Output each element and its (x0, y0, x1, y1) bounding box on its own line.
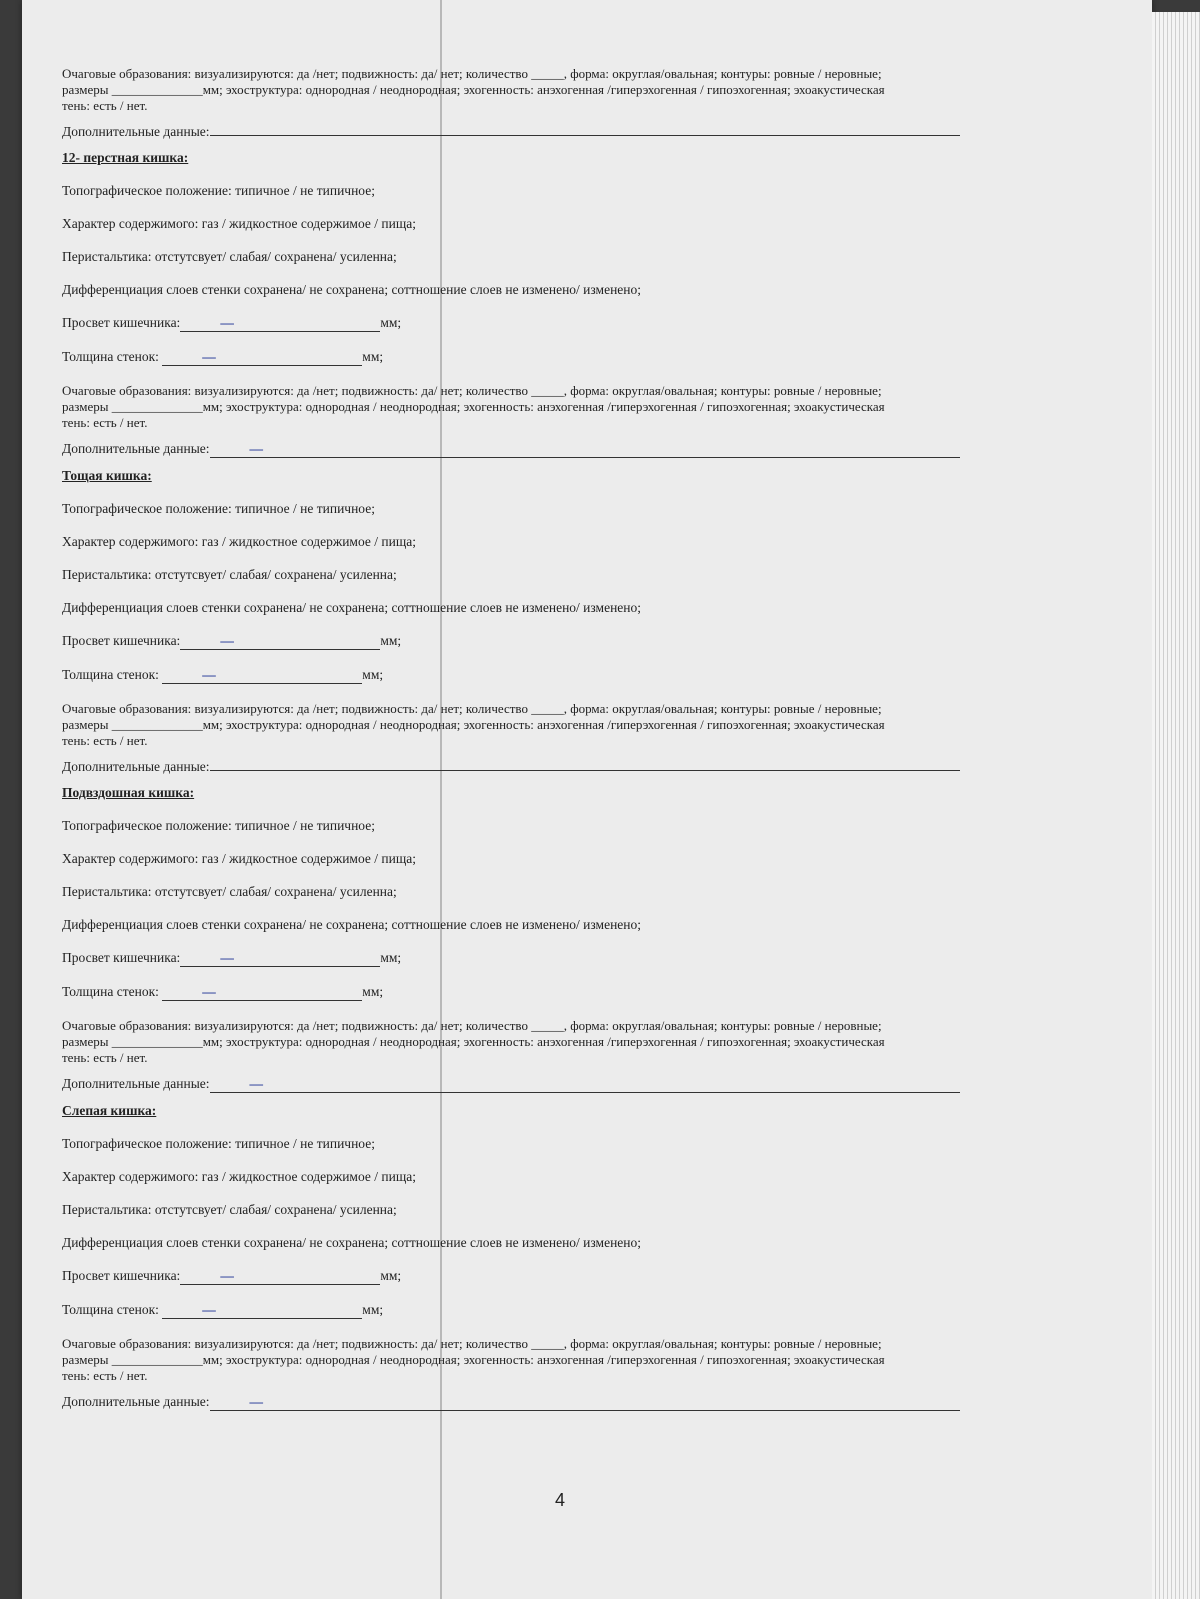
wall-thickness-field[interactable] (162, 349, 362, 366)
contents-row: Характер содержимого: газ / жидкостное содержимое / пища; (62, 1169, 416, 1184)
section-cecum (62, 1093, 1102, 1411)
ocag-line: размеры ______________мм; эхоструктура: однородная / неоднородная; эхогенность: анэхогенная /гиперэхогенная / гипоэхогенная; эхоакустическая (62, 399, 885, 414)
handwritten-dash: — (202, 349, 216, 364)
handwritten-dash: — (249, 1394, 264, 1409)
differentiation-row: Дифференциация слоев стенки сохранена/ не сохранена; соттношение слоев не изменено/ изменено; (62, 1235, 642, 1250)
wall-thickness-field[interactable] (162, 1302, 362, 1319)
lumen-label: Просвет кишечника: (62, 315, 181, 330)
ocag-line: Очаговые образования: визуализируются: да /нет; подвижность: да/ нет; количество _____, форма: округлая/овальная; контуры: ровные / неровные; (62, 1018, 882, 1033)
ocag-line: Очаговые образования: визуализируются: да /нет; подвижность: да/ нет; количество _____, форма: округлая/овальная; контуры: ровные / неровные; (62, 66, 882, 81)
additional-data-label: Дополнительные данные: (62, 759, 210, 774)
ocag-line: размеры ______________мм; эхоструктура: однородная / неоднородная; эхогенность: анэхогенная /гиперэхогенная / гипоэхогенная; эхоакустическая (62, 717, 885, 732)
section-title: Подвздошная кишка: (62, 785, 195, 800)
lumen-row (62, 1268, 1102, 1285)
lumen-row (62, 315, 1102, 332)
additional-data-field[interactable] (210, 135, 960, 136)
additional-data-field[interactable] (210, 1076, 960, 1093)
handwritten-dash: — (202, 1302, 216, 1317)
mm-unit: мм; (362, 667, 384, 682)
contents-row: Характер содержимого: газ / жидкостное содержимое / пища; (62, 851, 416, 866)
wall-thickness-field[interactable] (162, 667, 362, 684)
wall-thickness-label: Толщина стенок: (62, 1302, 159, 1317)
lumen-row (62, 950, 1102, 967)
lumen-label: Просвет кишечника: (62, 1268, 181, 1283)
mm-unit: мм; (362, 984, 384, 999)
peristalsis-row: Перистальтика: отстутсвует/ слабая/ сохранена/ усиленна; (62, 249, 397, 264)
wall-thickness-row (62, 667, 1102, 684)
ocag-line: тень: есть / нет. (62, 98, 148, 113)
additional-data-label: Дополнительные данные: (62, 441, 210, 456)
additional-data-label: Дополнительные данные: (62, 1394, 210, 1409)
handwritten-dash: — (220, 315, 234, 330)
handwritten-dash: — (202, 667, 216, 682)
additional-data-field[interactable] (210, 1394, 960, 1411)
ocag-line: размеры ______________мм; эхоструктура: однородная / неоднородная; эхогенность: анэхогенная /гиперэхогенная / гипоэхогенная; эхоакустическая (62, 82, 885, 97)
page-number: 4 (555, 1490, 566, 1510)
mm-unit: мм; (380, 950, 402, 965)
section-duodenum (62, 140, 1102, 458)
ocag-line: размеры ______________мм; эхоструктура: однородная / неоднородная; эхогенность: анэхогенная /гиперэхогенная / гипоэхогенная; эхоакустическая (62, 1352, 885, 1367)
wall-thickness-label: Толщина стенок: (62, 667, 159, 682)
additional-data-field[interactable] (210, 441, 960, 458)
mm-unit: мм; (380, 1268, 402, 1283)
wall-thickness-row (62, 1302, 1102, 1319)
ocag-line: Очаговые образования: визуализируются: да /нет; подвижность: да/ нет; количество _____, форма: округлая/овальная; контуры: ровные / неровные; (62, 1336, 882, 1351)
mm-unit: мм; (380, 315, 402, 330)
section-ileum (62, 775, 1102, 1093)
contents-row: Характер содержимого: газ / жидкостное содержимое / пища; (62, 216, 416, 231)
wall-thickness-row (62, 984, 1102, 1001)
handwritten-dash: — (220, 950, 234, 965)
ocag-line: Очаговые образования: визуализируются: да /нет; подвижность: да/ нет; количество _____, форма: округлая/овальная; контуры: ровные / неровные; (62, 701, 882, 716)
additional-data-field[interactable] (210, 770, 960, 771)
mm-unit: мм; (362, 349, 384, 364)
topography-row: Топографическое положение: типичное / не типичное; (62, 501, 375, 516)
additional-data-row (62, 441, 1102, 458)
wall-thickness-label: Толщина стенок: (62, 984, 159, 999)
topography-row: Топографическое положение: типичное / не типичное; (62, 818, 375, 833)
section-jejunum (62, 458, 1102, 775)
lumen-label: Просвет кишечника: (62, 950, 181, 965)
peristalsis-row: Перистальтика: отстутсвует/ слабая/ сохранена/ усиленна; (62, 884, 397, 899)
handwritten-dash: — (220, 633, 234, 648)
form-content (62, 66, 1102, 1411)
lumen-label: Просвет кишечника: (62, 633, 181, 648)
additional-data-row (62, 759, 1102, 775)
topography-row: Топографическое положение: типичное / не типичное; (62, 1136, 375, 1151)
wall-thickness-label: Толщина стенок: (62, 349, 159, 364)
ocag-line: тень: есть / нет. (62, 733, 148, 748)
lumen-field[interactable] (180, 950, 380, 967)
section-title: 12- перстная кишка: (62, 150, 189, 165)
differentiation-row: Дифференциация слоев стенки сохранена/ не сохранена; соттношение слоев не изменено/ изменено; (62, 282, 642, 297)
wall-thickness-row (62, 349, 1102, 366)
ocag-line: тень: есть / нет. (62, 1050, 148, 1065)
lumen-field[interactable] (180, 633, 380, 650)
ocag-line: размеры ______________мм; эхоструктура: однородная / неоднородная; эхогенность: анэхогенная /гиперэхогенная / гипоэхогенная; эхоакустическая (62, 1034, 885, 1049)
handwritten-dash: — (249, 1076, 264, 1091)
section-title: Тощая кишка: (62, 468, 152, 483)
additional-data-label: Дополнительные данные: (62, 1076, 210, 1091)
section-title: Слепая кишка: (62, 1103, 157, 1118)
lumen-field[interactable] (180, 1268, 380, 1285)
peristalsis-row: Перистальтика: отстутсвует/ слабая/ сохранена/ усиленна; (62, 1202, 397, 1217)
additional-data-row (62, 1076, 1102, 1093)
ocag-line: Очаговые образования: визуализируются: да /нет; подвижность: да/ нет; количество _____, форма: округлая/овальная; контуры: ровные / неровные; (62, 383, 882, 398)
lumen-row (62, 633, 1102, 650)
differentiation-row: Дифференциация слоев стенки сохранена/ не сохранена; соттношение слоев не изменено/ изменено; (62, 600, 642, 615)
handwritten-dash: — (220, 1268, 234, 1283)
ocag-line: тень: есть / нет. (62, 415, 148, 430)
handwritten-dash: — (202, 984, 216, 999)
wall-thickness-field[interactable] (162, 984, 362, 1001)
topography-row: Топографическое положение: типичное / не типичное; (62, 183, 375, 198)
mm-unit: мм; (362, 1302, 384, 1317)
additional-data-label: Дополнительные данные: (62, 124, 210, 139)
differentiation-row: Дифференциация слоев стенки сохранена/ не сохранена; соттношение слоев не изменено/ изменено; (62, 917, 642, 932)
handwritten-dash: — (249, 441, 264, 456)
contents-row: Характер содержимого: газ / жидкостное содержимое / пища; (62, 534, 416, 549)
additional-data-row (62, 124, 1102, 140)
ocag-line: тень: есть / нет. (62, 1368, 148, 1383)
peristalsis-row: Перистальтика: отстутсвует/ слабая/ сохранена/ усиленна; (62, 567, 397, 582)
lumen-field[interactable] (180, 315, 380, 332)
page-stack-edge (1152, 12, 1200, 1599)
mm-unit: мм; (380, 633, 402, 648)
additional-data-row (62, 1394, 1102, 1411)
top-block (62, 66, 1102, 140)
